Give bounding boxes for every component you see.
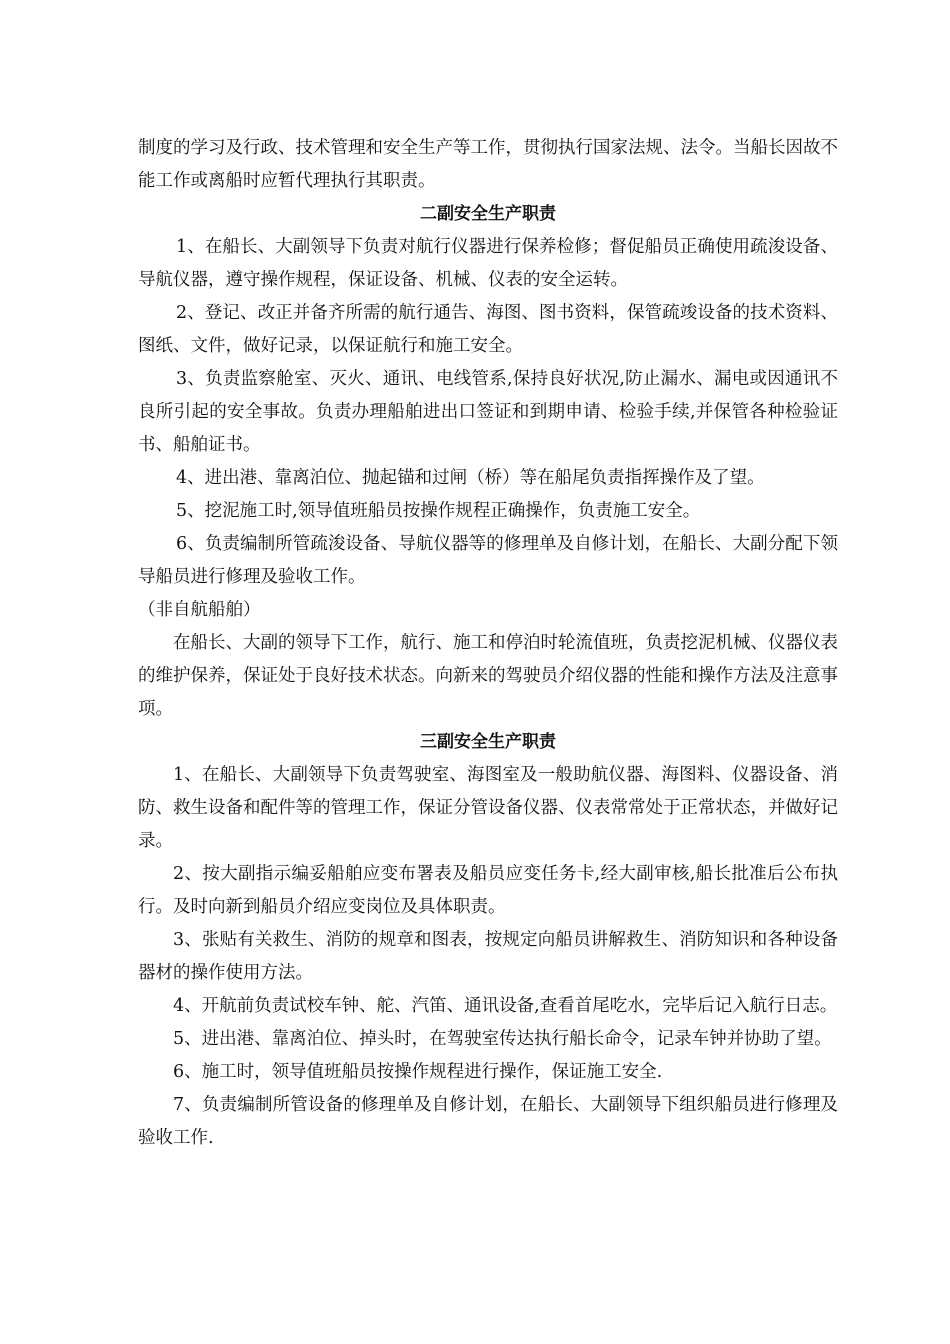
second-officer-item-1: 1、在船长、大副领导下负责对航行仪器进行保养检修；督促船员正确使用疏浚设备、导航仪器，遵守操作规程，保证设备、机械、仪表的安全运转。 <box>138 237 838 290</box>
section-heading-third-officer: 三副安全生产职责 <box>420 732 556 752</box>
intro-paragraph: 制度的学习及行政、技术管理和安全生产等工作，贯彻执行国家法规、法令。当船长因故不能工作或离船时应暂代理执行其职责。 <box>138 138 838 191</box>
second-officer-item-5: 5、挖泥施工时,领导值班船员按操作规程正确操作，负责施工安全。 <box>176 501 701 521</box>
third-officer-item-6: 6、施工时，领导值班船员按操作规程进行操作，保证施工安全. <box>173 1062 663 1082</box>
third-officer-item-4: 4、开航前负责试校车钟、舵、汽笛、通讯设备,查看首尾吃水，完毕后记入航行日志。 <box>173 996 838 1016</box>
second-officer-item-2: 2、登记、改正并备齐所需的航行通告、海图、图书资料，保管疏竣设备的技术资料、图纸、文件，做好记录，以保证航行和施工安全。 <box>138 303 838 356</box>
section-heading-second-officer: 二副安全生产职责 <box>420 204 556 224</box>
second-officer-item-6: 6、负责编制所管疏浚设备、导航仪器等的修理单及自修计划，在船长、大副分配下领导船员进行修理及验收工作。 <box>138 534 838 587</box>
non-self-propelled-note: （非自航船舶） <box>138 600 261 620</box>
third-officer-item-7: 7、负责编制所管设备的修理单及自修计划，在船长、大副领导下组织船员进行修理及验收工作. <box>138 1095 838 1148</box>
third-officer-item-1: 1、在船长、大副领导下负责驾驶室、海图室及一般助航仪器、海图料、仪器设备、消防、救生设备和配件等的管理工作，保证分管设备仪器、仪表常常处于正常状态，并做好记录。 <box>138 765 838 851</box>
third-officer-item-3: 3、张贴有关救生、消防的规章和图表，按规定向船员讲解救生、消防知识和各种设备器材的操作使用方法。 <box>138 930 838 983</box>
third-officer-item-2: 2、按大副指示编妥船舶应变布署表及船员应变任务卡,经大副审核,船长批准后公布执行。及时向新到船员介绍应变岗位及具体职责。 <box>138 864 838 917</box>
second-officer-item-3: 3、负责监察舱室、灭火、通讯、电线管系,保持良好状况,防止漏水、漏电或因通讯不良所引起的安全事故。负责办理船舶进出口签证和到期申请、检验手续,并保管各种检验证书、船舶证书。 <box>138 369 838 455</box>
third-officer-item-5: 5、进出港、靠离泊位、掉头时，在驾驶室传达执行船长命令，记录车钟并协助了望。 <box>173 1029 832 1049</box>
non-self-propelled-paragraph: 在船长、大副的领导下工作，航行、施工和停泊时轮流值班，负责挖泥机械、仪器仪表的维护保养，保证处于良好技术状态。向新来的驾驶员介绍仪器的性能和操作方法及注意事项。 <box>138 633 838 719</box>
second-officer-item-4: 4、进出港、靠离泊位、抛起锚和过闸（桥）等在船尾负责指挥操作及了望。 <box>176 468 765 488</box>
document-body <box>138 132 838 1155</box>
